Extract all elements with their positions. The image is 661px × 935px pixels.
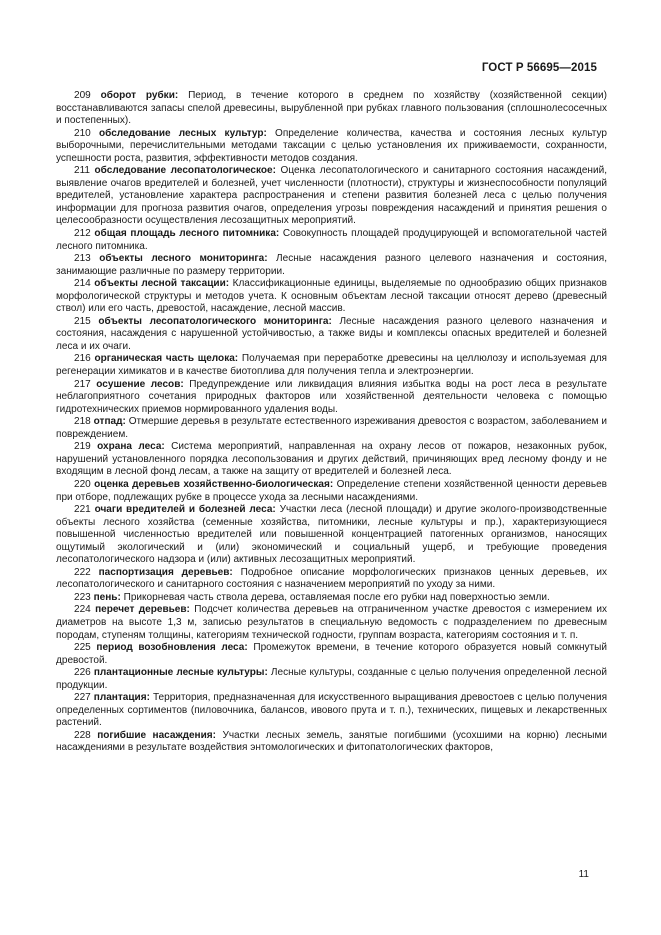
term-entry (56, 228, 607, 253)
term-number: 211 (74, 165, 91, 177)
term-definition: Промежуток времени, в течение которого образуется новый сомкнутый древостой. (56, 642, 607, 666)
term-name: оборот рубки: (100, 90, 179, 101)
term-number: 224 (74, 604, 91, 616)
term-entry (56, 128, 607, 166)
term-name: объекты лесопатологического мониторинга: (98, 315, 332, 327)
term-definition: Оценка лесопатологического и санитарного состояния насаждений, выявление очагов вредителей и болезней, учет численности (плотности), структуры и жизнеспособности популяций вредителей, установление характера распространения и степени развития болезней леса с целью получения информации для прогноза развития очагов, определения угрозы повреждения насаждений и принятия решения о целесообразности осуществления лесозащитных мероприятий. (56, 165, 607, 227)
term-name: объекты лесной таксации: (94, 278, 230, 290)
term-entry (56, 667, 607, 692)
term-entry (56, 90, 607, 128)
term-name: погибшие насаждения: (97, 729, 217, 741)
term-definition: Отмершие деревья в результате естественного изреживания древостоя с возрастом, заболеванием и повреждением. (56, 416, 608, 440)
term-entry (56, 253, 607, 278)
term-entry (56, 592, 607, 605)
term-definition: Лесные насаждения разного целевого назначения и состояния, насаждения с нарушенной устойчивостью, а также виды и комплексы опасных вредителей и болезней леса и их очаги. (56, 315, 607, 352)
term-definition: Классификационные единицы, выделяемые по однообразию общих признаков морфологической структуры и методов учета. К основным объектам лесной таксации относят дерево (древесный ствол) или его часть, древостой, насаждение, лесной массив. (56, 278, 608, 315)
term-definition: Предупреждение или ликвидация влияния избытка воды на рост леса в результате неблагоприятного сочетания природных факторов или хозяйственной деятельности человека с помощью гидротехнических приемов нормированного удаления воды. (56, 378, 607, 415)
term-definition: Получаемая при переработке древесины на целлюлозу и используемая для регенерации химикатов и в качестве биотоплива для получения тепла и электроэнергии. (56, 353, 608, 378)
term-entry (56, 441, 607, 479)
term-number: 222 (74, 566, 91, 578)
term-number: 223 (74, 591, 91, 603)
term-definition: Участки леса (лесной площади) и другие эколого-производственные объекты лесного хозяйства (семенные хозяйства, питомники, лесные культуры и пр.), характеризующиеся повышенной численностью вредителей или повышенной концентрацией патогенных организмов, наносящих ощутимый экологический и (или) экономический и социальный ущерб, и требующие проведения лесопатологического надзора и (или) активных лесозащитных мероприятий. (56, 504, 607, 566)
term-entry (56, 479, 607, 504)
standard-code-header: ГОСТ Р 56695—2015 (481, 62, 597, 74)
term-number: 228 (74, 729, 91, 741)
term-name: очаги вредителей и болезней леса: (94, 504, 276, 516)
term-name: органическая часть щелока: (94, 353, 239, 365)
term-number: 210 (74, 127, 91, 139)
term-entry (56, 165, 607, 228)
term-number: 219 (74, 441, 91, 453)
term-entry (56, 604, 607, 642)
term-name: оценка деревьев хозяйственно-биологическая: (94, 478, 334, 490)
term-number: 217 (74, 378, 91, 390)
term-entry (56, 416, 607, 441)
term-name: общая площадь лесного питомника: (94, 228, 280, 240)
term-entry (56, 504, 607, 567)
term-number: 212 (74, 228, 91, 240)
term-name: обследование лесопатологическое: (94, 165, 276, 177)
term-name: перечет деревьев: (95, 604, 190, 616)
term-name: охрана леса: (97, 441, 165, 453)
term-name: плантация: (93, 692, 150, 704)
term-name: осушение лесов: (96, 378, 184, 390)
term-entry (56, 278, 607, 316)
term-name: отпад: (93, 416, 126, 428)
term-entry (56, 316, 607, 354)
term-name: пень: (93, 591, 121, 603)
term-number: 221 (74, 504, 91, 516)
term-number: 215 (74, 315, 91, 327)
term-name: объекты лесного мониторинга: (99, 253, 268, 265)
terms-list (56, 90, 607, 755)
term-definition: Территория, предназначенная для искусственного выращивания древостоев с целью получения определенных сортиментов (пиловочника, балансов, ивового прута и т. п.), технических, пищевых и лекарственных растений. (56, 692, 608, 729)
term-definition: Подсчет количества деревьев на отграниченном участке древостоя с измерением их диаметров на высоте 1,3 м, записью результатов в специальную ведомость с подразделением по древесным породам, ступеням толщины, категориям технической годности, группам возраста, категориям состояния и т. п. (56, 604, 607, 641)
page-number: 11 (578, 869, 589, 880)
term-number: 218 (74, 416, 91, 428)
term-number: 209 (74, 90, 91, 101)
term-entry (56, 642, 607, 667)
term-number: 226 (74, 667, 91, 679)
term-entry (56, 730, 607, 755)
term-entry (56, 353, 607, 378)
term-number: 214 (74, 278, 91, 290)
term-number: 227 (74, 692, 91, 704)
term-definition: Лесные насаждения разного целевого назначения и состояния, занимающие различные по размеру территории. (56, 253, 608, 277)
term-definition: Участки лесных земель, занятые погибшими (усохшими на корню) лесными насаждениями в результате воздействия энтомологических и фитопатологических факторов, (56, 729, 607, 754)
term-entry (56, 692, 607, 730)
term-number: 213 (74, 253, 91, 265)
term-definition: Определение степени хозяйственной ценности деревьев при отборе, подлежащих рубке в процессе ухода за лесными насаждениями. (56, 478, 607, 503)
term-name: паспортизация деревьев: (98, 566, 233, 578)
term-entry (56, 379, 607, 417)
term-definition: Система мероприятий, направленная на охрану лесов от пожаров, незаконных рубок, нарушений установленного порядка лесопользования и других действий, причиняющих вред лесному фонду и не входящим в лесной фонд лесам, а также на защиту от вредителей и болезней леса. (56, 441, 607, 478)
term-definition: Подробное описание морфологических признаков ценных деревьев, их лесопатологического и санитарного состояния с назначением мероприятий по уходу за ними. (56, 566, 607, 591)
term-name: плантационные лесные культуры: (93, 667, 268, 679)
term-definition: Прикорневая часть ствола дерева, оставляемая после его рубки над поверхностью земли. (123, 591, 550, 603)
term-definition: Определение количества, качества и состояния лесных культур выборочными, перечислительными методами таксации с целью установления их приживаемости, сохранности, успешности роста, развития, эффективности методов создания. (56, 127, 608, 164)
term-name: обследование лесных культур: (98, 127, 267, 139)
term-definition: Совокупность площадей продуцирующей и вспомогательной частей лесного питомника. (56, 228, 607, 252)
term-number: 225 (74, 642, 91, 654)
term-name: период возобновления леса: (96, 642, 248, 654)
term-entry (56, 567, 607, 592)
term-definition: Период, в течение которого в среднем по хозяйству (хозяйственной секции) восстанавливаются запасы спелой древесины, вырубленной при рубках главного пользования (сплошнолесосечных и постепенных). (56, 90, 607, 127)
term-definition: Лесные культуры, созданные с целью получения определенной лесной продукции. (56, 667, 607, 691)
term-number: 216 (74, 353, 91, 365)
term-number: 220 (74, 478, 91, 490)
